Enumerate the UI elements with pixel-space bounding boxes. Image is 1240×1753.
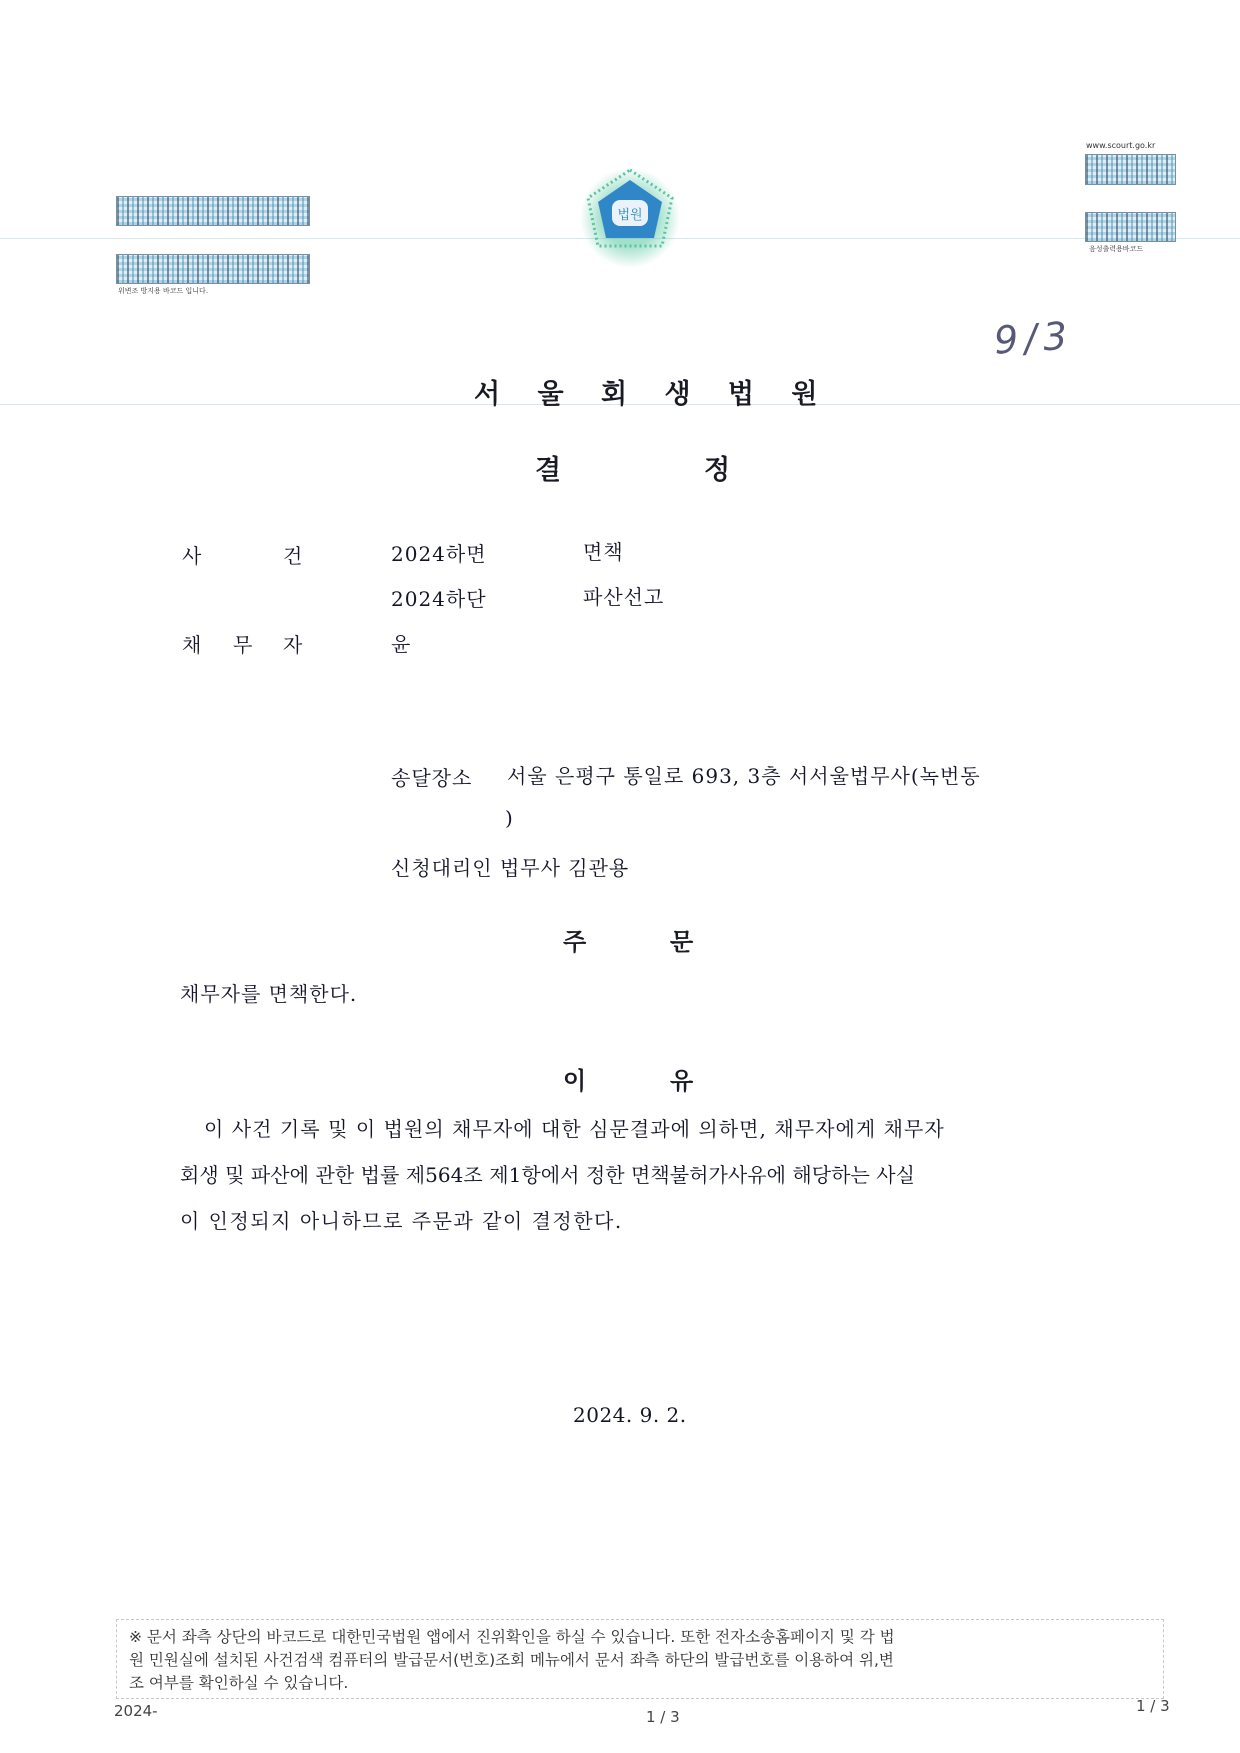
reason-line: 이 사건 기록 및 이 법원의 채무자에 대한 심문결과에 의하면, 채무자에게 채무자 bbox=[204, 1117, 945, 1141]
delivery-address-cont: ) bbox=[505, 806, 514, 830]
order-text: 채무자를 면책한다. bbox=[180, 982, 358, 1006]
debtor-label-char-2: 무 bbox=[233, 633, 253, 657]
notice-line: 원 민원실에 설치된 사건검색 컴퓨터의 발급문서(번호)조회 메뉴에서 문서 좌측 하단의 발급번호를 이용하여 위,변 bbox=[129, 1651, 894, 1669]
reason-heading-char-2: 유 bbox=[670, 1067, 694, 1095]
anti-forgery-barcode-bottom bbox=[116, 254, 310, 284]
issue-number: 2024- bbox=[114, 1702, 158, 1720]
handwritten-note: 9/3 bbox=[992, 313, 1075, 363]
seal-text: 법원 bbox=[617, 208, 643, 223]
decision-date: 2024. 9. 2. bbox=[573, 1403, 687, 1427]
reason-line: 이 인정되지 아니하므로 주문과 같이 결정한다. bbox=[180, 1209, 623, 1233]
website-barcode bbox=[1085, 154, 1176, 185]
case-label-char-1: 사 bbox=[182, 544, 202, 568]
delivery-label: 송달장소 bbox=[391, 766, 473, 790]
audio-output-barcode bbox=[1085, 212, 1176, 242]
doc-title-left: 결 bbox=[535, 455, 562, 486]
page-number-right: 1 / 3 bbox=[1136, 1697, 1170, 1715]
right-barcode-caption: 음성출력용바코드 bbox=[1089, 245, 1144, 253]
applicant-agent: 신청대리인 법무사 김관용 bbox=[391, 856, 630, 880]
debtor-label-char-1: 채 bbox=[182, 633, 202, 657]
notice-line: 조 여부를 확인하실 수 있습니다. bbox=[129, 1674, 349, 1692]
website-text: www.scourt.go.kr bbox=[1086, 141, 1156, 150]
case-label-char-2: 건 bbox=[283, 544, 303, 568]
doc-title-right: 정 bbox=[704, 455, 731, 486]
reason-heading-char-1: 이 bbox=[563, 1067, 587, 1095]
case-type: 면책 bbox=[583, 540, 624, 564]
debtor-label-char-3: 자 bbox=[283, 633, 303, 657]
order-heading-char-2: 문 bbox=[670, 928, 694, 956]
authenticity-notice bbox=[116, 1619, 1164, 1699]
notice-line: ※ 문서 좌측 상단의 바코드로 대한민국법원 앱에서 진위확인을 하실 수 있습니다. 또한 전자소송홈페이지 및 각 법 bbox=[129, 1628, 895, 1646]
order-heading-char-1: 주 bbox=[563, 928, 587, 956]
case-number: 2024하단 bbox=[391, 587, 487, 611]
reason-line: 회생 및 파산에 관한 법률 제564조 제1항에서 정한 면책불허가사유에 해당하는 사실 bbox=[180, 1163, 916, 1187]
case-number: 2024하면 bbox=[391, 542, 487, 566]
left-barcode-caption: 위변조 방지용 바코드 입니다. bbox=[118, 287, 209, 295]
court-name: 서 울 회 생 법 원 bbox=[474, 379, 832, 410]
anti-forgery-barcode-top bbox=[116, 196, 310, 226]
court-seal-icon bbox=[578, 164, 682, 268]
case-type: 파산선고 bbox=[583, 585, 665, 609]
delivery-address: 서울 은평구 통일로 693, 3층 서서울법무사(녹번동 bbox=[507, 764, 981, 788]
debtor-name: 윤 bbox=[391, 632, 412, 656]
page-number-center: 1 / 3 bbox=[646, 1708, 680, 1726]
